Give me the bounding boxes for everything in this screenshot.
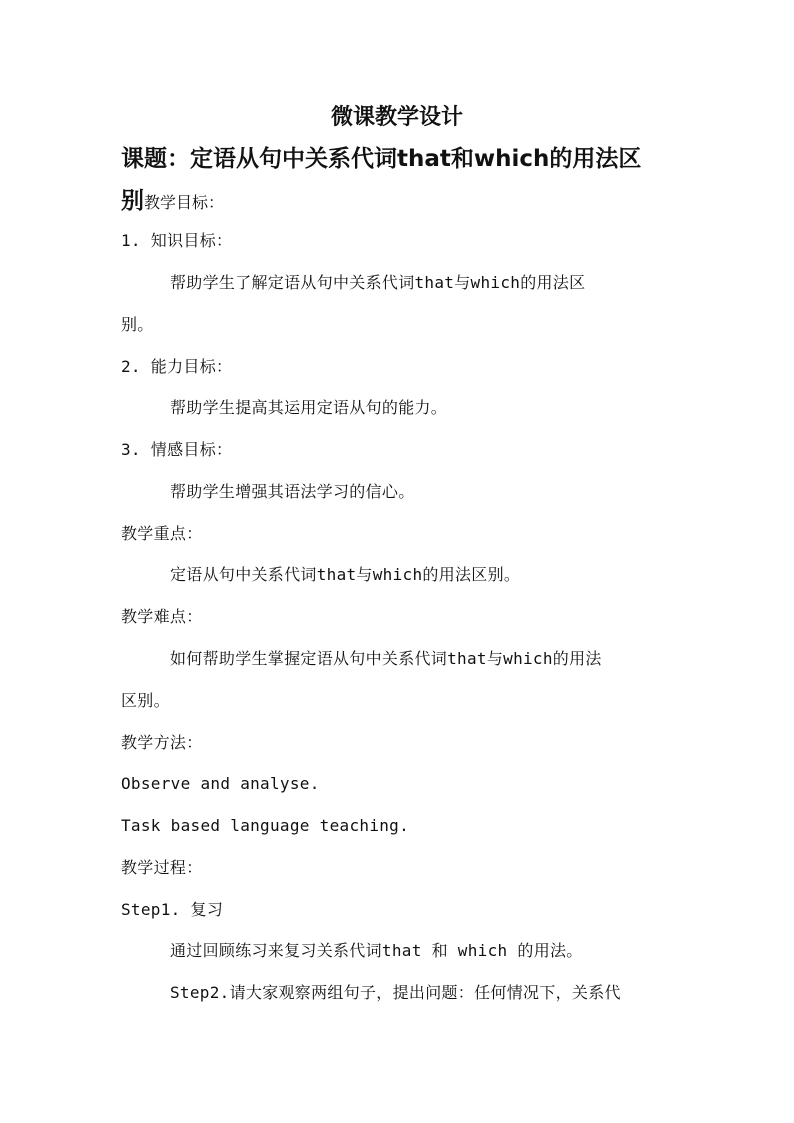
knowledge-goal-heading: 1. 知识目标： [121,231,233,250]
knowledge-goal-text: 帮助学生了解定语从句中关系代词that与which的用法区 [170,273,586,292]
method-item-task: Task based language teaching. [121,816,410,835]
method-item-observe: Observe and analyse. [121,774,320,793]
ability-goal-text: 帮助学生提高其运用定语从句的能力。 [170,398,448,417]
ability-goal-heading: 2. 能力目标： [121,357,233,376]
step1-text: 通过回顾练习来复习关系代词that 和 which 的用法。 [170,941,583,960]
emotion-goal-text: 帮助学生增强其语法学习的信心。 [170,482,415,501]
emotion-goal-heading: 3. 情感目标： [121,440,233,459]
topic-heading-line-2 [121,184,224,220]
process-heading: 教学过程： [121,858,203,877]
document-title: 微课教学设计 [330,104,463,130]
difficulty-text: 如何帮助学生掌握定语从句中关系代词that与which的用法 [170,649,602,668]
step2-text: Step2.请大家观察两组句子，提出问题：任何情况下，关系代 [170,983,621,1002]
knowledge-goal-text-cont: 别。 [121,315,154,334]
key-point-text: 定语从句中关系代词that与which的用法区别。 [170,565,521,584]
key-point-heading: 教学重点： [121,524,203,543]
difficulty-heading: 教学难点： [121,607,203,626]
topic-heading-continuation: 别 [121,188,144,214]
topic-heading-line-1: 课题：定语从句中关系代词that和which的用法区 [121,146,642,172]
step1-heading: Step1. 复习 [121,900,224,919]
teaching-goals-label: 教学目标： [144,193,225,212]
method-heading: 教学方法： [121,733,203,752]
difficulty-text-cont: 区别。 [121,691,170,710]
